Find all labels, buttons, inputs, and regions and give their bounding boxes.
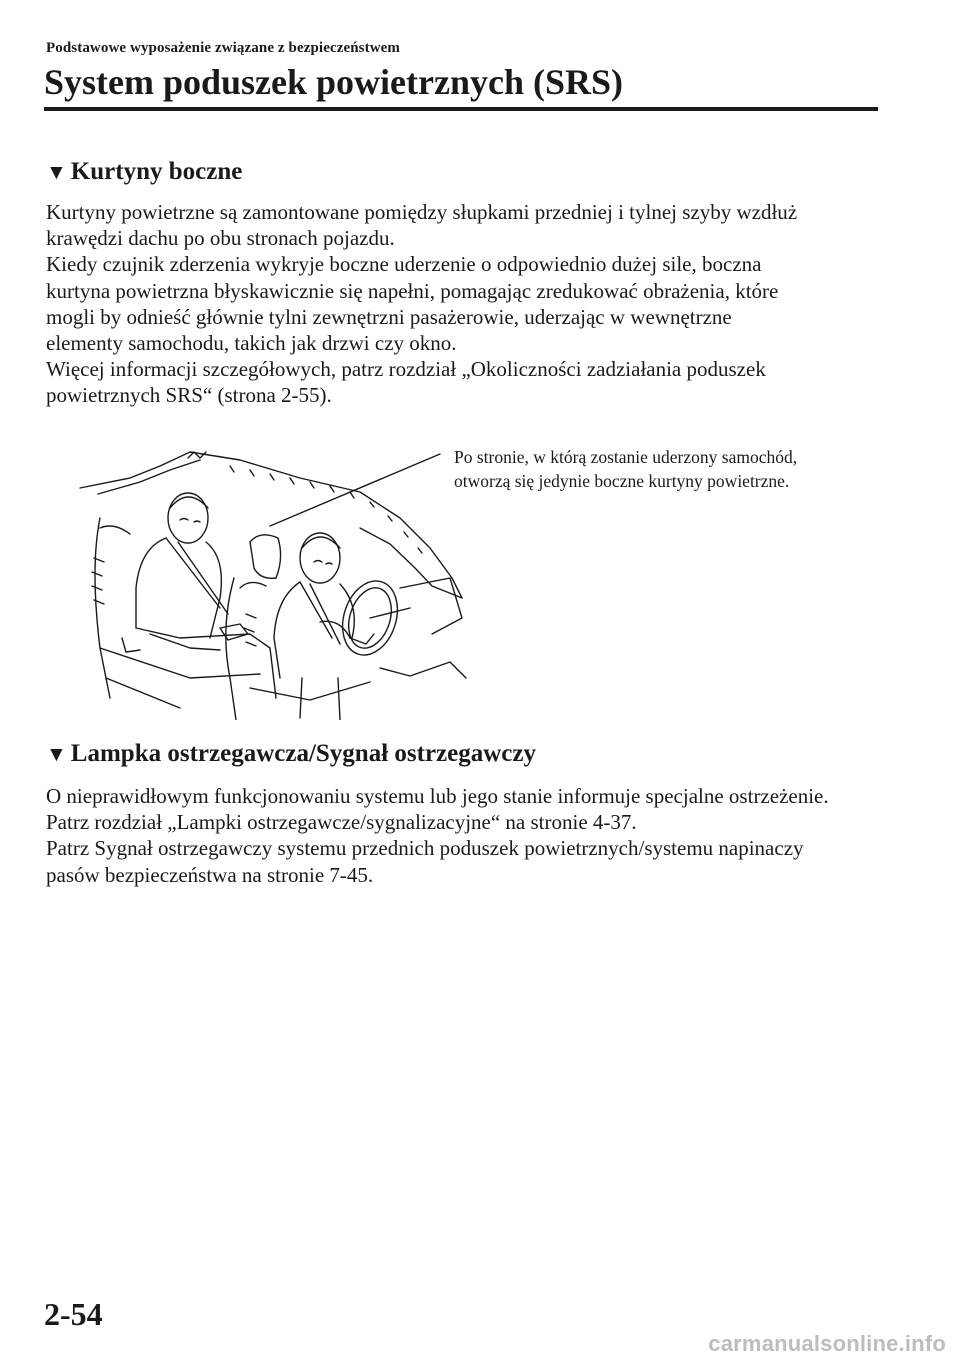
section-heading-label: Lampka ostrzegawcza/Sygnał ostrzegawczy: [70, 740, 536, 767]
page-title: System poduszek powietrznych (SRS): [44, 62, 624, 102]
text-line: krawędzi dachu po obu stronach pojazdu.: [46, 226, 395, 251]
figure-caption: [454, 446, 874, 493]
text-line: mogli by odnieść głównie tylni zewnętrzni pasażerowie, uderzając w wewnętrzne: [46, 304, 732, 329]
text-line: elementy samochodu, takich jak drzwi czy okno.: [46, 331, 457, 356]
section-heading-warning: [46, 739, 536, 769]
page-number: 2-54: [44, 1296, 103, 1332]
section-heading-label: Kurtyny boczne: [70, 158, 243, 185]
section-body-warning: [46, 783, 896, 888]
text-line: Kurtyny powietrzne są zamontowane pomiędzy słupkami przedniej i tylnej szyby wzdłuż: [46, 200, 798, 224]
title-rule: [44, 107, 878, 111]
section-body-curtains: [46, 199, 896, 409]
text-line: kurtyna powietrzna błyskawicznie się napełni, pomagając zredukować obrażenia, które: [46, 278, 779, 303]
text-line: Kiedy czujnik zderzenia wykryje boczne uderzenie o odpowiednio dużej sile, boczna: [46, 252, 762, 277]
text-line: Patrz rozdział „Lampki ostrzegawcze/sygnalizacyjne“ na stronie 4-37.: [46, 810, 637, 835]
text-line: O nieprawidłowym funkcjonowaniu systemu lub jego stanie informuje specjalne ostrzeżenie.: [46, 784, 829, 808]
triangle-down-icon: ▼: [46, 160, 67, 184]
triangle-down-icon: ▼: [46, 742, 67, 766]
chapter-header: Podstawowe wyposażenie związane z bezpieczeństwem: [46, 40, 400, 56]
section-heading-curtains: [46, 157, 242, 187]
caption-line: Po stronie, w którą zostanie uderzony samochód,: [454, 447, 798, 467]
text-line: powietrznych SRS“ (strona 2-55).: [46, 383, 332, 408]
text-line: pasów bezpieczeństwa na stronie 7-45.: [46, 862, 374, 887]
curtain-airbag-illustration: [70, 438, 470, 720]
watermark: carmanualsonline.info: [708, 1331, 946, 1356]
caption-line: otworzą się jedynie boczne kurtyny powietrzne.: [454, 470, 790, 491]
text-line: Patrz Sygnał ostrzegawczy systemu przednich poduszek powietrznych/systemu napinaczy: [46, 836, 804, 861]
text-line: Więcej informacji szczegółowych, patrz rozdział „Okoliczności zadziałania poduszek: [46, 357, 766, 382]
